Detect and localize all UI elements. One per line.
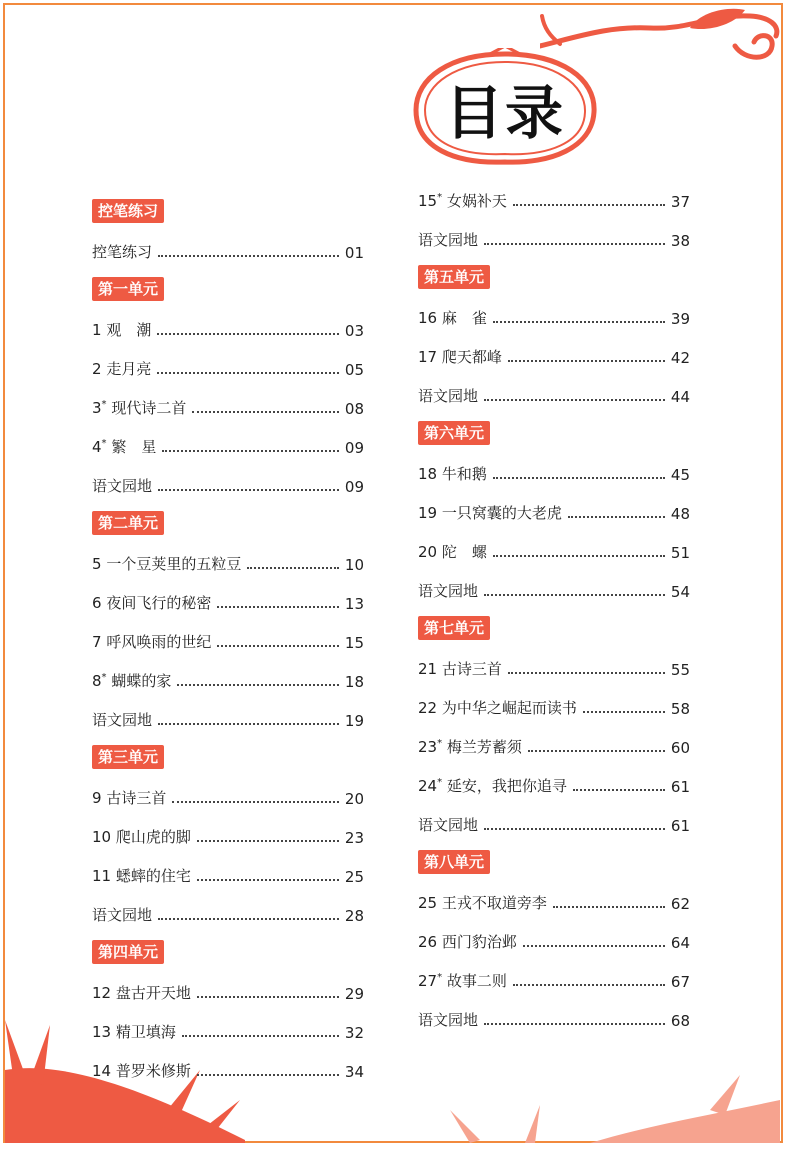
lesson-number: 26 — [418, 933, 438, 951]
toc-entry[interactable] — [418, 718, 690, 757]
toc-entry-title — [418, 697, 577, 718]
lesson-title: 陀 螺 — [441, 543, 487, 561]
lesson-title: 现代诗二首 — [111, 399, 187, 417]
toc-entry-title — [92, 865, 191, 886]
toc-entry-title — [418, 307, 487, 328]
page-number: 55 — [670, 661, 690, 679]
dot-leader — [162, 449, 339, 452]
toc-entry[interactable] — [418, 445, 690, 484]
toc-entry-title — [92, 397, 186, 418]
page-number: 44 — [670, 388, 690, 406]
section-header — [418, 406, 690, 445]
dot-leader — [484, 827, 665, 830]
lesson-number: 22 — [418, 699, 438, 717]
dot-leader — [177, 683, 339, 686]
lesson-title: 语文园地 — [418, 582, 479, 600]
lesson-number: 9 — [92, 789, 102, 807]
toc-entry-title — [92, 241, 152, 262]
dot-leader — [182, 1034, 339, 1037]
toc-entry-title — [418, 346, 502, 367]
lesson-title: 古诗三首 — [441, 660, 502, 678]
dot-leader — [523, 944, 665, 947]
toc-entry[interactable] — [418, 874, 690, 913]
dot-leader — [247, 566, 339, 569]
lesson-title: 爬山虎的脚 — [115, 828, 191, 846]
lesson-title: 繁 星 — [111, 438, 157, 456]
toc-entry[interactable] — [418, 328, 690, 367]
section-label: 第八单元 — [418, 850, 490, 874]
lesson-title: 麻 雀 — [441, 309, 487, 327]
page-number: 68 — [670, 1012, 690, 1030]
dot-leader — [157, 332, 339, 335]
lesson-number: 24 — [418, 777, 438, 795]
toc-entry-title — [92, 982, 191, 1003]
lesson-number: 16 — [418, 309, 438, 327]
dot-leader — [217, 644, 339, 647]
lesson-title: 语文园地 — [418, 231, 479, 249]
lesson-title: 一只窝囊的大老虎 — [441, 504, 562, 522]
toc-entry-title — [92, 319, 151, 340]
lesson-title: 语文园地 — [418, 387, 479, 405]
lesson-title: 西门豹治邺 — [441, 933, 517, 951]
lesson-title: 走月亮 — [106, 360, 152, 378]
dot-leader — [197, 1073, 339, 1076]
toc-entry[interactable] — [418, 991, 690, 1030]
page-number: 09 — [344, 439, 364, 457]
dot-leader — [568, 515, 665, 518]
dot-leader — [493, 320, 665, 323]
toc-entry[interactable] — [92, 535, 364, 574]
page-number: 10 — [344, 556, 364, 574]
lesson-title: 女娲补天 — [446, 192, 507, 210]
section-label: 第七单元 — [418, 616, 490, 640]
section-header — [92, 496, 364, 535]
lesson-title: 古诗三首 — [106, 789, 167, 807]
dot-leader — [583, 710, 665, 713]
toc-entry[interactable] — [92, 769, 364, 808]
toc-left-column — [92, 184, 364, 1081]
dot-leader — [484, 242, 665, 245]
toc-entry-title — [418, 385, 478, 406]
dot-leader — [197, 878, 339, 881]
page-number: 08 — [344, 400, 364, 418]
toc-entry-title — [92, 826, 191, 847]
optional-lesson-star-icon: * — [101, 672, 107, 683]
toc-entry[interactable] — [92, 964, 364, 1003]
page-number: 67 — [670, 973, 690, 991]
page-number: 34 — [344, 1063, 364, 1081]
toc-entry-title — [92, 904, 152, 925]
page-number: 64 — [670, 934, 690, 952]
page-number: 42 — [670, 349, 690, 367]
toc-entry-title — [418, 229, 478, 250]
toc-entry[interactable] — [418, 211, 690, 250]
toc-entry-title — [92, 592, 211, 613]
dot-leader — [484, 593, 665, 596]
toc-right-column — [418, 172, 690, 1030]
toc-entry-title — [92, 1060, 191, 1081]
page-number: 20 — [344, 790, 364, 808]
lesson-number: 4 — [92, 438, 102, 456]
optional-lesson-star-icon: * — [437, 972, 443, 983]
toc-entry[interactable] — [418, 913, 690, 952]
toc-entry[interactable] — [92, 301, 364, 340]
lesson-number: 18 — [418, 465, 438, 483]
section-header — [418, 601, 690, 640]
optional-lesson-star-icon: * — [437, 777, 443, 788]
section-label: 第四单元 — [92, 940, 164, 964]
toc-entry-title — [418, 1009, 478, 1030]
dot-leader — [157, 371, 339, 374]
toc-entry-title — [418, 502, 562, 523]
toc-entry-title — [92, 787, 166, 808]
page-number: 45 — [670, 466, 690, 484]
toc-entry[interactable] — [92, 1042, 364, 1081]
lesson-title: 语文园地 — [92, 906, 153, 924]
toc-entry[interactable] — [92, 223, 364, 262]
toc-entry-title — [418, 931, 517, 952]
toc-entry-title — [92, 670, 171, 691]
page-number: 25 — [344, 868, 364, 886]
lesson-number: 21 — [418, 660, 438, 678]
toc-entry-title — [418, 658, 502, 679]
section-label: 第五单元 — [418, 265, 490, 289]
toc-entry-title — [418, 580, 478, 601]
grass-decoration-right-icon — [440, 1070, 780, 1143]
page-number: 60 — [670, 739, 690, 757]
toc-entry-title — [92, 631, 211, 652]
toc-entry[interactable] — [92, 652, 364, 691]
optional-lesson-star-icon: * — [101, 399, 107, 410]
lesson-number: 12 — [92, 984, 112, 1002]
toc-entry[interactable] — [418, 757, 690, 796]
page-number: 51 — [670, 544, 690, 562]
dot-leader — [158, 722, 339, 725]
page-number: 23 — [344, 829, 364, 847]
page-number: 03 — [344, 322, 364, 340]
lesson-number: 25 — [418, 894, 438, 912]
dot-leader — [493, 554, 665, 557]
lesson-title: 语文园地 — [92, 477, 153, 495]
page-number: 62 — [670, 895, 690, 913]
optional-lesson-star-icon: * — [437, 738, 443, 749]
section-header — [92, 730, 364, 769]
toc-entry[interactable] — [92, 1003, 364, 1042]
dot-leader — [513, 203, 665, 206]
page-number: 28 — [344, 907, 364, 925]
dot-leader — [484, 1022, 665, 1025]
lesson-number: 20 — [418, 543, 438, 561]
lesson-title: 延安，我把你追寻 — [446, 777, 567, 795]
lesson-number: 10 — [92, 828, 112, 846]
page-number: 48 — [670, 505, 690, 523]
dot-leader — [217, 605, 339, 608]
page-number: 32 — [344, 1024, 364, 1042]
toc-entry[interactable] — [92, 574, 364, 613]
page-number: 01 — [344, 244, 364, 262]
page-number: 37 — [670, 193, 690, 211]
toc-entry[interactable] — [92, 808, 364, 847]
lesson-title: 夜间飞行的秘密 — [106, 594, 212, 612]
lesson-number: 11 — [92, 867, 112, 885]
lesson-number: 3 — [92, 399, 102, 417]
dot-leader — [528, 749, 665, 752]
page-title: 目录 — [444, 79, 565, 147]
dot-leader — [158, 917, 339, 920]
toc-entry-title — [418, 541, 487, 562]
toc-entry-title — [92, 709, 152, 730]
lesson-number: 13 — [92, 1023, 112, 1041]
title-badge — [410, 48, 600, 168]
lesson-number: 14 — [92, 1062, 112, 1080]
toc-entry[interactable] — [418, 679, 690, 718]
toc-entry-title — [418, 814, 478, 835]
page-number: 13 — [344, 595, 364, 613]
lesson-number: 23 — [418, 738, 438, 756]
section-label: 第六单元 — [418, 421, 490, 445]
page-number: 39 — [670, 310, 690, 328]
toc-entry-title — [418, 736, 522, 757]
toc-entry-title — [92, 475, 152, 496]
section-label: 控笔练习 — [92, 199, 164, 223]
lesson-title: 一个豆荚里的五粒豆 — [106, 555, 242, 573]
section-header — [92, 925, 364, 964]
lesson-number: 27 — [418, 972, 438, 990]
lesson-title: 蟋蟀的住宅 — [115, 867, 191, 885]
toc-entry[interactable] — [92, 340, 364, 379]
toc-entry-title — [418, 970, 507, 991]
toc-entry-title — [418, 775, 567, 796]
optional-lesson-star-icon: * — [101, 438, 107, 449]
toc-entry[interactable] — [92, 418, 364, 457]
dot-leader — [197, 839, 339, 842]
toc-entry[interactable] — [418, 367, 690, 406]
section-header — [418, 250, 690, 289]
lesson-title: 牛和鹅 — [441, 465, 487, 483]
toc-entry[interactable] — [92, 457, 364, 496]
dot-leader — [484, 398, 665, 401]
page-number: 61 — [670, 778, 690, 796]
lesson-number: 2 — [92, 360, 102, 378]
optional-lesson-star-icon: * — [437, 192, 443, 203]
page-number: 18 — [344, 673, 364, 691]
toc-entry[interactable] — [418, 172, 690, 211]
dot-leader — [493, 476, 665, 479]
lesson-title: 王戎不取道旁李 — [441, 894, 547, 912]
page-number: 05 — [344, 361, 364, 379]
section-label: 第二单元 — [92, 511, 164, 535]
lesson-title: 蝴蝶的家 — [111, 672, 172, 690]
toc-entry-title — [92, 358, 151, 379]
page-number: 61 — [670, 817, 690, 835]
section-header — [92, 262, 364, 301]
section-label: 第三单元 — [92, 745, 164, 769]
toc-entry[interactable] — [92, 886, 364, 925]
lesson-title: 爬天都峰 — [441, 348, 502, 366]
page-number: 29 — [344, 985, 364, 1003]
lesson-number: 19 — [418, 504, 438, 522]
section-header — [418, 835, 690, 874]
dot-leader — [513, 983, 665, 986]
dot-leader — [508, 359, 665, 362]
lesson-number: 15 — [418, 192, 438, 210]
lesson-title: 故事二则 — [446, 972, 507, 990]
lesson-number: 7 — [92, 633, 102, 651]
toc-entry[interactable] — [92, 847, 364, 886]
lesson-title: 观 潮 — [106, 321, 152, 339]
toc-entry-title — [418, 463, 487, 484]
toc-entry-title — [92, 1021, 176, 1042]
toc-entry-title — [418, 190, 507, 211]
lesson-title: 梅兰芳蓄须 — [446, 738, 522, 756]
toc-entry[interactable] — [418, 640, 690, 679]
dot-leader — [158, 254, 339, 257]
page-number: 15 — [344, 634, 364, 652]
toc-entry[interactable] — [92, 379, 364, 418]
dot-leader — [172, 800, 339, 803]
section-header — [92, 184, 364, 223]
page-number: 54 — [670, 583, 690, 601]
toc-entry[interactable] — [418, 562, 690, 601]
toc-entry-title — [418, 892, 547, 913]
lesson-title: 语文园地 — [92, 711, 153, 729]
lesson-title: 语文园地 — [418, 816, 479, 834]
lesson-title: 为中华之崛起而读书 — [441, 699, 577, 717]
lesson-title: 精卫填海 — [115, 1023, 176, 1041]
dot-leader — [192, 410, 339, 413]
toc-entry[interactable] — [418, 523, 690, 562]
dot-leader — [197, 995, 339, 998]
lesson-title: 普罗米修斯 — [115, 1062, 191, 1080]
dot-leader — [573, 788, 665, 791]
dot-leader — [158, 488, 339, 491]
toc-entry[interactable] — [418, 796, 690, 835]
dot-leader — [553, 905, 665, 908]
page-number: 38 — [670, 232, 690, 250]
page-number: 19 — [344, 712, 364, 730]
toc-entry[interactable] — [92, 691, 364, 730]
lesson-number: 8 — [92, 672, 102, 690]
lesson-number: 1 — [92, 321, 102, 339]
lesson-title: 语文园地 — [418, 1011, 479, 1029]
dot-leader — [508, 671, 665, 674]
lesson-title: 盘古开天地 — [115, 984, 191, 1002]
lesson-title: 呼风唤雨的世纪 — [106, 633, 212, 651]
lesson-number: 17 — [418, 348, 438, 366]
lesson-number: 6 — [92, 594, 102, 612]
toc-entry-title — [92, 436, 156, 457]
toc-entry[interactable] — [92, 613, 364, 652]
page-number: 58 — [670, 700, 690, 718]
toc-entry[interactable] — [418, 952, 690, 991]
toc-entry-title — [92, 553, 241, 574]
lesson-title: 控笔练习 — [92, 243, 153, 261]
lesson-number: 5 — [92, 555, 102, 573]
toc-entry[interactable] — [418, 289, 690, 328]
toc-entry[interactable] — [418, 484, 690, 523]
section-label: 第一单元 — [92, 277, 164, 301]
page-number: 09 — [344, 478, 364, 496]
